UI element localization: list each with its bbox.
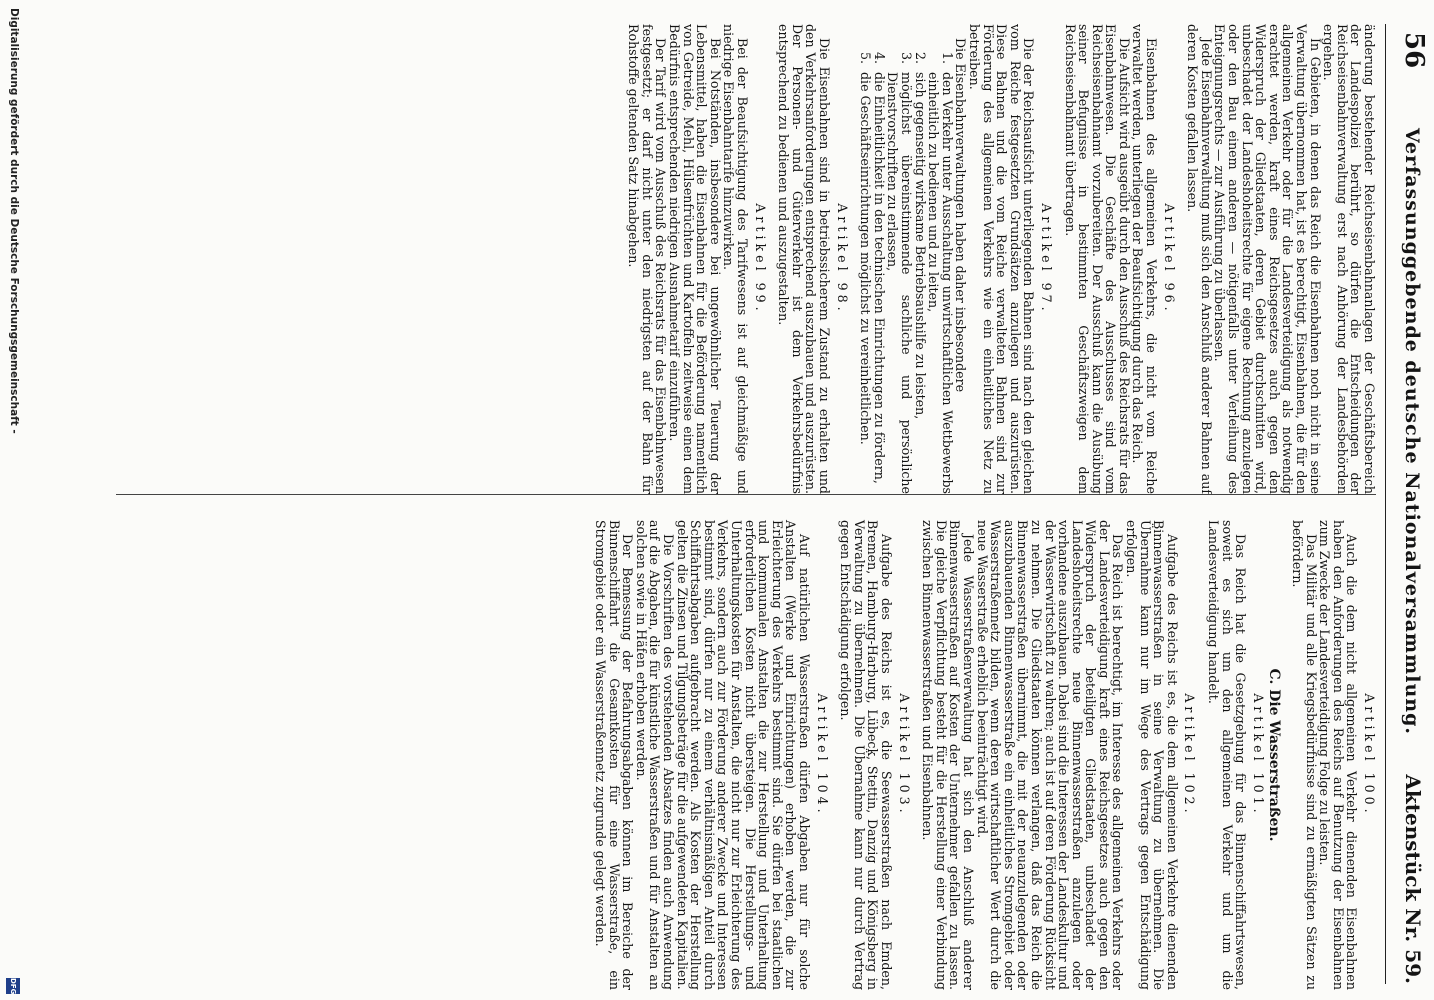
digitization-footer [2, 0, 22, 1000]
article-96-heading: Artikel 96. [1161, 203, 1177, 315]
list-item: 1. den Verkehr unter Ausschaltung unwirtschaftlichen Wettbewerbs einheitlich zu bedienen und zu leiten, [927, 68, 954, 494]
paragraph: Eisenbahnen des allgemeinen Verkehrs, die nicht vom Reiche verwaltet werden, unterliegen der Beaufsichtigung durch das Reich. [1130, 24, 1160, 494]
paragraph: Das Reich ist berechtigt, im Interesse des allgemeinen Verkehrs oder der Landesverteidigung kraft eines Reichsgesetzes auch gegen den Widerspruch der beteiligten Gliedstaaten, unbeschadet der Landeshoheitsrechte neue Binnenwasserstraßen anzulegen oder vorhandene auszubauen. Dabei sind die Interessen der Landeskultur und der Wasserwirtschaft zu wahren; auch ist auf deren Förderung Rücksicht zu nehmen. Die Gliedstaaten können verlangen, daß das Reich die Binnenwasserstraßen übernimmt, die mit der neuanzulegenden oder auszubauenden Binnenwasserstraße ein einheitliches Stromgebiet oder Wasserstraßennetz bilden, wenn deren wirtschaftlicher Wert durch die neue Wasserstraße erheblich beeinträchtigt wird. [974, 520, 1126, 990]
article-102-heading: Artikel 102. [1182, 693, 1198, 817]
page-header [1387, 8, 1433, 992]
paragraph: Auch die dem nicht allgemeinen Verkehr dienenden Eisenbahnen haben den Anforderungen des Reichs auf Benutzung der Eisenbahnen zum Zwecke der Landesverteidigung Folge zu leisten. [1317, 520, 1360, 990]
running-title: Verfassunggebende deutsche Nationalversammlung. [1401, 128, 1423, 735]
dfg-logo: DFG [6, 978, 20, 994]
page-number: 56 [1399, 32, 1429, 69]
article-101-heading: Artikel 101. [1250, 693, 1266, 817]
article-103-heading: Artikel 103. [896, 693, 912, 817]
article-100-heading: Artikel 100. [1362, 693, 1377, 817]
paragraph: Bei der Beaufsichtigung des Tarifwesens ist auf gleichmäßige und niedrige Eisenbahntarife hinzuwirken. [721, 24, 751, 494]
article-99-heading: Artikel 99. [752, 203, 768, 315]
paragraph: Die Aufsicht wird ausgeübt durch den Ausschuß des Reichsrats für das Eisenbahnwesen. Die Geschäfte des Ausschusses sind vom Reichseisenbahnamt vorzubereiten. Der Ausschuß kann die Ausübung seiner Befugnisse in bestimmten Geschäftszweigen dem Reichseisenbahnamt übertragen. [1062, 24, 1132, 494]
column-divider [116, 494, 1376, 495]
article-98-heading: Artikel 98. [834, 203, 850, 315]
paragraph: In Gebieten, in denen das Reich die Eisenbahnen noch nicht in seine Verwaltung übernommen hat, ist es berechtigt, Eisenbahnen, die für den allgemeinen Verkehr oder für die Landesverteidigung als notwendig erachtet werden, kraft eines Reichsgesetzes auch gegen den Widerspruch der Gliedstaaten, deren Gebiet durchschnitten wird, unbeschadet der Landeshoheitsrechte für eigene Rechnung anzulegen oder den Bau einem anderen — nötigenfalls unter Verleihung des Enteignungsrechts — zur Ausführung zu überlassen. [1212, 24, 1323, 494]
document-number: Aktenstück Nr. 59. [1401, 774, 1425, 984]
list-item: 2. sich gegenseitig wirksame Betriebsaushilfe zu leisten, [913, 68, 927, 494]
paragraph: Der Tarif wird vom Ausschuß des Reichsrats für das Eisenbahnwesen festgesetzt; er darf nicht unter den niedrigsten auf der Bahn für Rohstoffe geltenden Satz hinabgehen. [626, 24, 669, 494]
paragraph: Das Reich hat die Gesetzgebung für das Binnenschiffahrtswesen, soweit es sich um den allgemeinen Verkehr und um die Landesverteidigung handelt. [1206, 520, 1249, 990]
footer-note: Digitalisierung gefördert durch die Deutsche Forschungsgemeinschaft - [8, 8, 20, 434]
list-item: 3. möglichst übereinstimmende sachliche und persönliche Dienstvorschriften zu erlassen, [886, 68, 913, 494]
article-97-heading: Artikel 97. [1038, 203, 1054, 315]
paragraph: Die Vorschriften des vorstehenden Absatzes finden auch Anwendung auf die Abgaben, die für künstliche Wasserstraßen und für Anstalten an solchen sowie in Häfen erhoben werden. [633, 520, 677, 990]
list-item: 5. die Geschäftseinrichtungen möglichst zu vereinheitlichen. [859, 68, 873, 494]
right-column [136, 520, 1376, 990]
paragraph: Auf natürlichen Wasserstraßen dürfen Abgaben nur für solche Anstalten (Werke und Einrichtungen) erhoben werden, die zur Erleichterung des Verkehrs bestimmt sind. Sie dürfen bei staatlichen und kommunalen Anstalten die zur Herstellung und Unterhaltung erforderlichen Kosten nicht übersteigen. Die Herstellungs- und Unterhaltungskosten für Anstalten, die nicht nur zur Erleichterung des Verkehrs, sondern auch zur Förderung anderer Zwecke und Interessen bestimmt sind, dürfen nur zu einem verhältnismäßigen Anteil durch Schiffahrtsabgaben aufgebracht werden. Als Kosten der Herstellung gelten die Zinsen und Tilgungsbeträge für die aufgewendeten Kapitalien. [674, 520, 813, 990]
left-column [136, 24, 1376, 494]
paragraph: Bei Notständen, insbesondere bei ungewöhnlicher Teuerung der Lebensmittel, haben die Eisenbahnen für die Beförderung namentlich von Getreide, Mehl, Hülsenfrüchten und Kartoffeln zeitweise einen dem Bedürfnis entsprechenden niedrigen Ausnahmetarif einzuführen. [667, 24, 723, 494]
article-104-heading: Artikel 104. [814, 693, 830, 817]
list-item: 4. die Einheitlichkeit in den technischen Einrichtungen zu fördern, [872, 68, 886, 494]
paragraph: Die Eisenbahnen sind in betriebssicherem Zustand zu erhalten und den Verkehrsanforderungen entsprechend auszubauen und auszurüsten. Der Personen- und Güterverkehr ist dem Verkehrsbedürfnis entsprechend zu bedienen und auszugestalten. [776, 24, 833, 494]
paragraph: Die Eisenbahnverwaltungen haben daher insbesondere [953, 38, 969, 393]
article-97-list [859, 24, 954, 494]
header-rule [1385, 24, 1386, 984]
paragraph: änderung bestehender Reichseisenbahnanlagen der Geschäftsbereich der Landespolizei berührt, so dürfen die Entscheidungen der Reichseisenbahnverwaltung erst nach Anhörung der Landesbehörden ergehen. [1321, 24, 1377, 494]
paragraph: Aufgabe des Reichs ist es, die dem allgemeinen Verkehre dienenden Binnenwasserstraßen in seine Verwaltung zu übernehmen. Die Übernahme kann nur im Wege des Vertrags gegen Entschädigung erfolgen. [1124, 520, 1180, 990]
paragraph: Aufgabe des Reichs ist es, die Seewasserstraßen nach Emden, Bremen, Hamburg-Harburg, Lübeck, Stettin, Danzig und Königsberg in Verwaltung zu übernehmen. Die Übernahme kann nur durch Vertrag gegen Entschädigung erfolgen. [838, 520, 894, 990]
paragraph: Jede Eisenbahnverwaltung muß sich den Anschluß anderer Bahnen auf deren Kosten gefallen lassen. [1185, 24, 1214, 494]
paragraph: Der Bemessung der Befahrungsabgaben können im Bereiche der Binnenschiffahrt die Gesamtkosten für eine Wasserstraße, ein Stromgebiet oder ein Wasserstraßennetz zugrunde gelegt werden. [593, 520, 636, 990]
section-heading: C. Die Wasserstraßen. [1266, 668, 1283, 842]
paragraph: Die der Reichsaufsicht unterliegenden Bahnen sind nach den gleichen vom Reiche festgesetzten Grundsätzen anzulegen und auszurüsten. Diese Bahnen und die vom Reiche verwalteten Bahnen sind zur Förderung des allgemeinen Verkehrs wie ein einheitliches Netz zu betreiben. [966, 24, 1037, 494]
paragraph: Jede Wasserstraßenverwaltung hat sich den Anschluß anderer Binnenwasserstraßen auf Kosten der Unternehmer gefallen zu lassen. Die gleiche Verpflichtung besteht für die Herstellung einer Verbindung zwischen Binnenwasserstraßen und Eisenbahnen. [920, 520, 976, 990]
paragraph: Das Militär und alle Kriegsbedürfnisse sind zu ermäßigten Sätzen zu befördern. [1290, 520, 1319, 990]
